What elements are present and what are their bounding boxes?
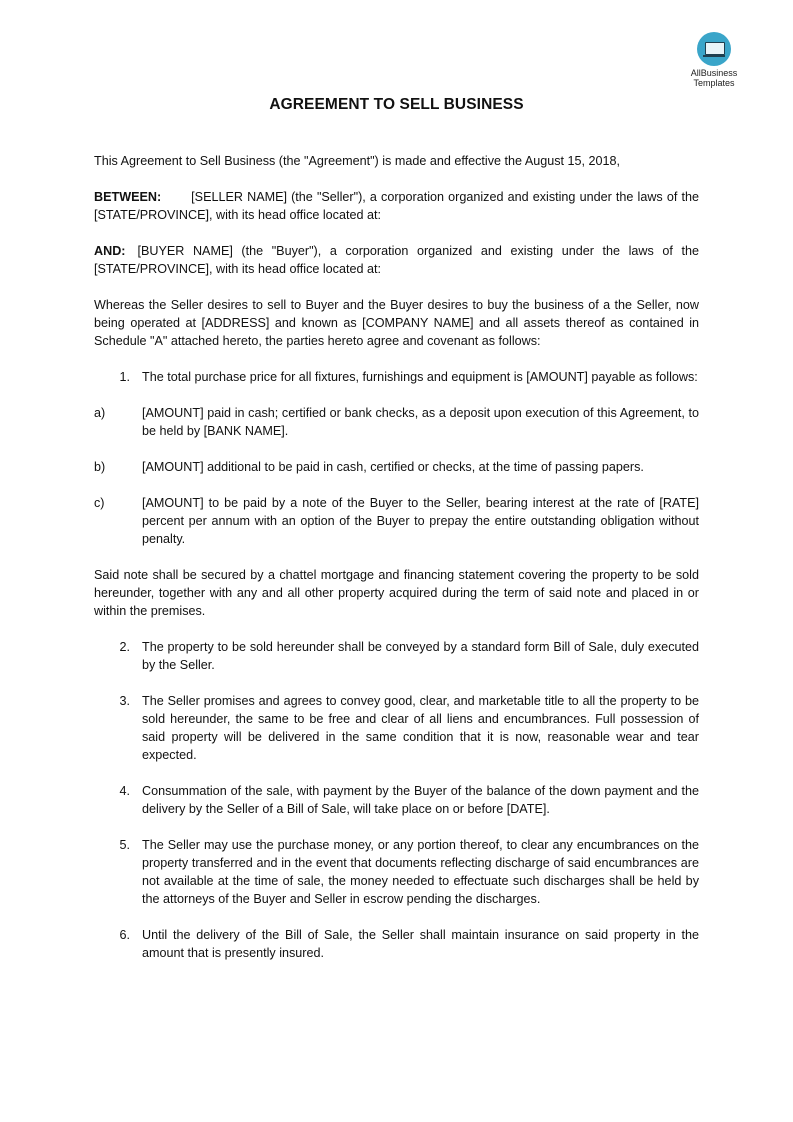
clause-text: The Seller may use the purchase money, or any portion thereof, to clear any encumbrances on the property transferred and in the event that documents reflecting discharge of said encumbrances are not available at the time of sale, the money needed to effectuate such discharges shall be held by the attorneys of the Buyer and Seller in escrow pending the discharges. (142, 838, 699, 906)
sub-clause-text: [AMOUNT] paid in cash; certified or bank checks, as a deposit upon execution of this Agreement, to be held by [BANK NAME]. (142, 406, 699, 438)
and-text: [BUYER NAME] (the "Buyer"), a corporation organized and existing under the laws of the [STATE/PROVINCE], with its head office located at: (94, 244, 699, 276)
logo-text (680, 68, 748, 88)
laptop-icon (697, 32, 731, 66)
sub-clause-text: [AMOUNT] additional to be paid in cash, certified or checks, at the time of passing papers. (142, 460, 644, 474)
whereas-paragraph: Whereas the Seller desires to sell to Buyer and the Buyer desires to buy the business of a the Seller, now being operated at [ADDRESS] and known as [COMPANY NAME] and all assets thereof as contained in Schedule "A" attached hereto, the parties hereto agree and covenant as follows: (94, 298, 699, 348)
clause-1 (94, 368, 699, 386)
sub-clause-b (94, 458, 699, 476)
and-paragraph (94, 242, 699, 278)
sub-clause-marker: b) (94, 460, 106, 474)
intro-paragraph: This Agreement to Sell Business (the "Agreement") is made and effective the August 15, 2018, (94, 154, 621, 168)
document-title: AGREEMENT TO SELL BUSINESS (269, 96, 524, 113)
brand-logo (680, 32, 748, 88)
clause-3 (94, 692, 699, 764)
sub-clause-text: [AMOUNT] to be paid by a note of the Buyer to the Seller, bearing interest at the rate of [RATE] percent per annum with an option of the Buyer to prepay the entire outstanding obligation without penalty. (142, 496, 699, 546)
clause-6 (94, 926, 699, 962)
clause-marker: 3. (119, 694, 130, 708)
clause-marker: 5. (119, 838, 130, 852)
clause-2 (94, 638, 699, 674)
between-text: [SELLER NAME] (the "Seller"), a corporation organized and existing under the laws of the [STATE/PROVINCE], with its head office located at: (94, 190, 699, 222)
clause-4 (94, 782, 699, 818)
clause-marker: 2. (119, 640, 130, 654)
clause-text: Consummation of the sale, with payment by the Buyer of the balance of the down payment and the delivery by the Seller of a Bill of Sale, will take place on or before [DATE]. (142, 784, 699, 816)
between-paragraph (94, 188, 699, 224)
between-label: BETWEEN: (94, 190, 162, 204)
clause-text: The Seller promises and agrees to convey good, clear, and marketable title to all the property to be sold hereunder, the same to be free and clear of all liens and encumbrances. Full possession of said property will be delivered in the same condition that it is now, reasonable wear and tear expected. (142, 694, 699, 762)
sub-clause-marker: c) (94, 496, 105, 510)
clause-5 (94, 836, 699, 908)
sub-clause-c (94, 494, 699, 548)
and-label: AND: (94, 244, 126, 258)
sub-clause-a (94, 404, 699, 440)
clause-marker: 1. (119, 370, 130, 384)
note-paragraph: Said note shall be secured by a chattel mortgage and financing statement covering the property to be sold hereunder, together with any and all other property acquired during the term of said note and placed in or within the premises. (94, 568, 699, 618)
clause-marker: 6. (119, 928, 130, 942)
clause-text: The total purchase price for all fixtures, furnishings and equipment is [AMOUNT] payable as follows: (142, 370, 698, 384)
clause-text: The property to be sold hereunder shall be conveyed by a standard form Bill of Sale, duly executed by the Seller. (142, 640, 699, 672)
logo-line-2: Templates (693, 78, 735, 88)
document-body (94, 152, 699, 980)
sub-clause-marker: a) (94, 406, 106, 420)
logo-line-1: AllBusiness (690, 68, 738, 78)
clause-marker: 4. (119, 784, 130, 798)
clause-text: Until the delivery of the Bill of Sale, the Seller shall maintain insurance on said property in the amount that is presently insured. (142, 928, 699, 960)
